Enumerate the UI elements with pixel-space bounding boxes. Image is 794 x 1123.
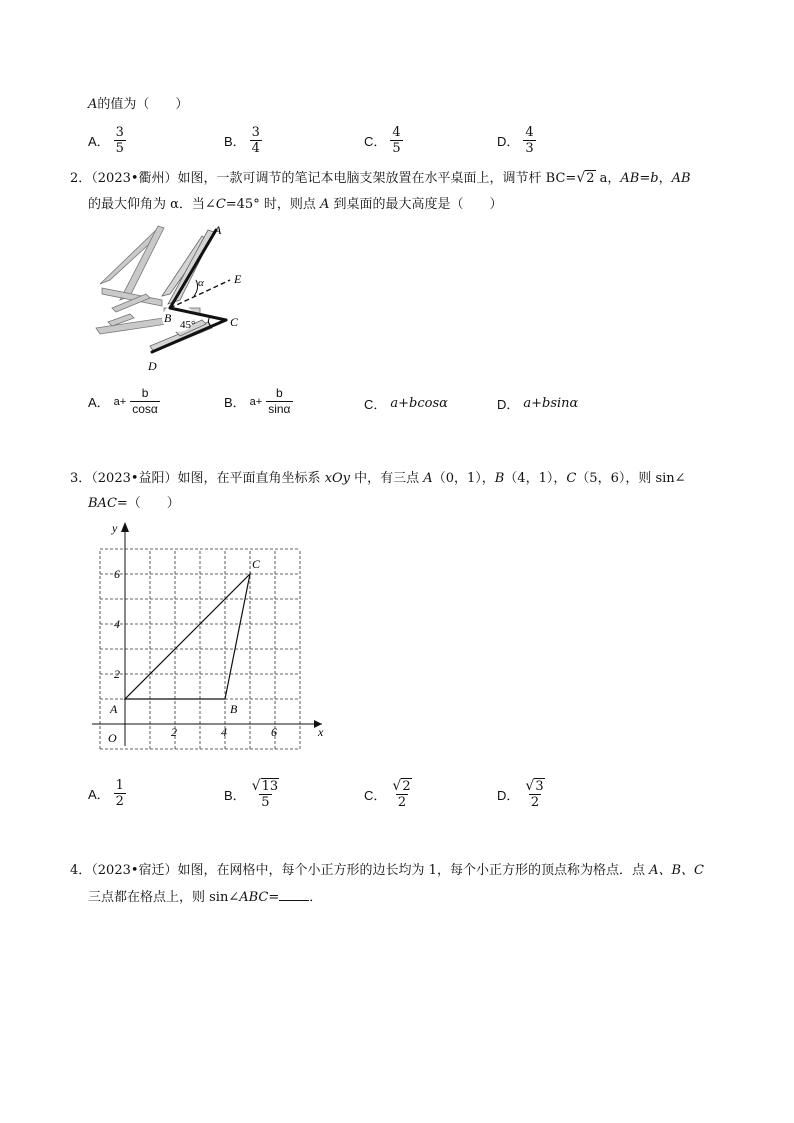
denominator: 2 bbox=[530, 795, 540, 810]
x-tick-label: 4 bbox=[221, 725, 227, 739]
option-label: B． bbox=[224, 787, 246, 803]
label-c: C bbox=[230, 315, 239, 329]
label-45deg: 45° bbox=[180, 319, 196, 331]
var: C bbox=[566, 471, 577, 486]
var: C bbox=[215, 197, 226, 212]
stem-text: a， bbox=[595, 171, 621, 186]
radicand: 3 bbox=[535, 779, 544, 794]
denominator: 2 bbox=[115, 794, 124, 809]
stem-text: =（ ） bbox=[116, 496, 180, 511]
point-c-label: C bbox=[252, 557, 261, 571]
var: AB bbox=[671, 171, 691, 186]
option-label: D． bbox=[497, 787, 520, 803]
denominator: 4 bbox=[251, 141, 260, 156]
sqrt: √ 13 bbox=[251, 778, 279, 794]
stem-text: （4，1）， bbox=[504, 471, 567, 486]
numerator: 1 bbox=[115, 778, 124, 793]
stem-text: = bbox=[268, 890, 280, 905]
x-axis-label: x bbox=[318, 725, 324, 739]
q1-tail bbox=[88, 96, 188, 114]
question-number: 3． bbox=[70, 471, 92, 486]
radicand: 2 bbox=[402, 779, 411, 794]
point-b-label: B bbox=[230, 702, 238, 716]
q2-stem-line2 bbox=[88, 196, 503, 214]
q3-option-d[interactable] bbox=[497, 778, 547, 810]
stem-text: 到桌面的最大高度是（ ） bbox=[329, 197, 503, 212]
label-d: D bbox=[148, 359, 157, 373]
stem-text: 三点都在格点上，则 sin∠ bbox=[88, 890, 240, 905]
triangle-outline bbox=[125, 574, 250, 699]
prefix: a+ bbox=[113, 395, 127, 408]
prefix: a+ bbox=[249, 395, 263, 408]
option-label: D． bbox=[497, 134, 520, 149]
option-label: C． bbox=[364, 397, 387, 412]
question-number: 2． bbox=[70, 171, 92, 186]
triangle-abc bbox=[125, 574, 250, 699]
label-e: E bbox=[234, 272, 242, 286]
var-a: A bbox=[88, 97, 98, 112]
denominator: sinα bbox=[268, 402, 291, 416]
label-a: A bbox=[214, 223, 222, 237]
fraction bbox=[390, 778, 413, 810]
stem-text: ． bbox=[309, 890, 323, 905]
denominator: 5 bbox=[261, 795, 270, 810]
option-label: D． bbox=[497, 397, 520, 412]
label-b: B bbox=[164, 311, 172, 325]
numerator: 4 bbox=[392, 125, 401, 140]
y-tick-label: 2 bbox=[114, 667, 120, 681]
numerator: 4 bbox=[525, 125, 534, 140]
point-a-label: A bbox=[110, 702, 118, 716]
stem-text: ， bbox=[658, 171, 672, 186]
q3-option-a[interactable] bbox=[88, 778, 126, 809]
var: A bbox=[423, 471, 433, 486]
q2-option-a[interactable] bbox=[88, 386, 160, 417]
fraction bbox=[250, 778, 281, 810]
x-tick-label: 6 bbox=[271, 725, 277, 739]
stem-text: 如图，在平面直角坐标系 bbox=[177, 471, 325, 486]
sqrt: √ 2 bbox=[576, 170, 595, 186]
option-label: B． bbox=[224, 395, 246, 410]
dashed-grid bbox=[100, 549, 300, 749]
numerator: 3 bbox=[251, 125, 260, 140]
fraction bbox=[114, 125, 126, 156]
origin-label: O bbox=[108, 731, 117, 745]
expression: a+bcosα bbox=[390, 396, 448, 411]
fraction bbox=[523, 125, 535, 156]
q1-option-d[interactable] bbox=[497, 125, 536, 156]
option-label: C． bbox=[364, 787, 387, 803]
option-label: A． bbox=[88, 134, 110, 149]
q2-option-c[interactable] bbox=[364, 394, 448, 413]
q2-stem-line1 bbox=[70, 170, 691, 188]
stem-text: = bbox=[639, 171, 651, 186]
numerator: b bbox=[276, 386, 283, 400]
fraction bbox=[130, 386, 160, 417]
question-source: （2023•益阳） bbox=[91, 471, 178, 486]
fraction bbox=[523, 778, 546, 810]
question-number: 4． bbox=[70, 863, 92, 878]
fraction bbox=[390, 125, 402, 156]
question-source: （2023•衢州） bbox=[91, 171, 178, 186]
sqrt: √ 2 bbox=[392, 778, 411, 794]
q3-stem-line2 bbox=[88, 495, 180, 513]
denominator: 2 bbox=[397, 795, 407, 810]
denominator: cosα bbox=[132, 402, 158, 416]
fraction bbox=[114, 778, 126, 809]
numerator: 3 bbox=[115, 125, 124, 140]
var: xOy bbox=[324, 471, 351, 486]
q1-option-a[interactable] bbox=[88, 125, 126, 156]
stem-text: 中，有三点 bbox=[350, 471, 424, 486]
y-arrow-icon bbox=[121, 522, 129, 532]
q2-option-b[interactable] bbox=[224, 386, 293, 417]
numerator: b bbox=[141, 386, 149, 400]
sqrt: √ 3 bbox=[525, 778, 544, 794]
q3-stem-line1 bbox=[70, 470, 686, 488]
question-source: （2023•宿迁） bbox=[91, 863, 178, 878]
var: b bbox=[650, 171, 659, 186]
answer-blank[interactable] bbox=[279, 888, 309, 901]
var: B bbox=[494, 471, 505, 486]
q3-option-c[interactable] bbox=[364, 778, 414, 810]
option-label: C． bbox=[364, 134, 387, 149]
q1-option-c[interactable] bbox=[364, 125, 403, 156]
option-label: B． bbox=[224, 134, 246, 149]
var: ABC bbox=[239, 890, 269, 905]
y-axis-label: y bbox=[112, 521, 118, 535]
denominator: 3 bbox=[525, 141, 534, 156]
option-label: A． bbox=[88, 395, 110, 410]
radicand: 2 bbox=[586, 171, 595, 186]
stem-text: 如图，一款可调节的笔记本电脑支架放置在水平桌面上，调节杆 BC= bbox=[177, 171, 577, 186]
fraction bbox=[266, 386, 292, 417]
option-label: A． bbox=[88, 787, 110, 802]
var: AB bbox=[620, 171, 640, 186]
q2-option-d[interactable] bbox=[497, 394, 578, 413]
fraction bbox=[250, 125, 262, 156]
stem-text: 如图，在网格中，每个小正方形的边长均为 1，每个小正方形的顶点称为格点．点 bbox=[177, 863, 650, 878]
y-tick-label: 6 bbox=[114, 567, 120, 581]
stem-text: （5，6），则 sin∠ bbox=[576, 471, 686, 486]
radicand: 13 bbox=[261, 779, 279, 794]
denominator: 5 bbox=[392, 141, 401, 156]
q1-option-b[interactable] bbox=[224, 125, 262, 156]
y-tick-label: 4 bbox=[114, 617, 120, 631]
x-tick-label: 2 bbox=[171, 725, 177, 739]
stem-text: （0，1）， bbox=[432, 471, 495, 486]
label-alpha: α bbox=[198, 277, 204, 289]
q1-tail-text: 的值为（ ） bbox=[97, 97, 189, 112]
denominator: 5 bbox=[115, 141, 124, 156]
var: BAC bbox=[88, 496, 117, 511]
laptop-stand-figure bbox=[90, 222, 260, 374]
q3-option-b[interactable] bbox=[224, 778, 281, 810]
var: A、B、C bbox=[649, 863, 704, 878]
q4-stem-line2 bbox=[88, 888, 322, 907]
stem-text: =45° 时，则点 bbox=[225, 197, 320, 212]
coordinate-grid-figure bbox=[88, 518, 328, 750]
expression: a+bsinα bbox=[523, 396, 579, 411]
var: A bbox=[319, 197, 330, 212]
stem-text: 的最大仰角为 α．当∠ bbox=[88, 197, 216, 212]
q4-stem-line1 bbox=[70, 862, 704, 880]
